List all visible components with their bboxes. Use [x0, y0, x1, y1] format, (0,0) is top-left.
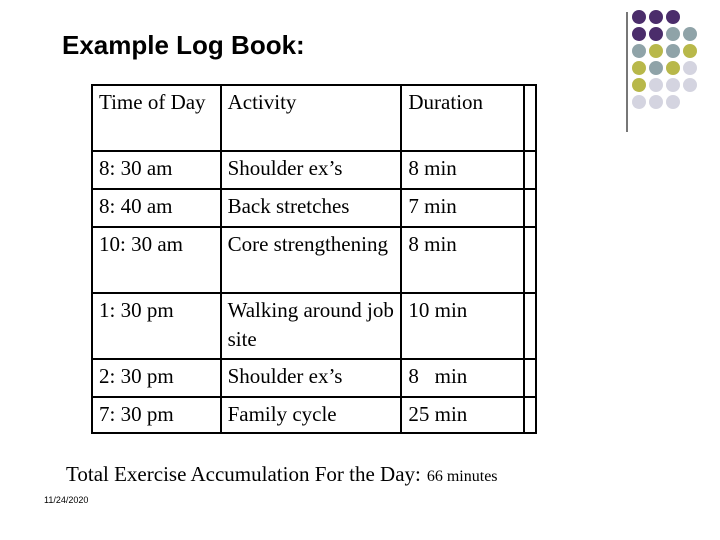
table-row [92, 397, 536, 433]
decor-dot [683, 44, 697, 58]
row-duration: 25 min [401, 397, 524, 433]
decor-dot [683, 61, 697, 75]
table-row [92, 151, 536, 189]
spacer-cell [524, 397, 536, 433]
row-duration: 8 min [401, 227, 524, 293]
spacer-cell [524, 85, 536, 151]
slide-date: 11/24/2020 [44, 495, 89, 505]
decor-dot [632, 95, 646, 109]
decor-dot [632, 78, 646, 92]
header-duration: Duration [401, 85, 524, 151]
row-time: 1: 30 pm [92, 293, 221, 359]
table-row [92, 227, 536, 293]
decor-dot [666, 44, 680, 58]
row-duration: 7 min [401, 189, 524, 227]
decor-dot [649, 27, 663, 41]
decor-dot [649, 44, 663, 58]
exercise-log-table [91, 84, 537, 434]
row-duration: 10 min [401, 293, 524, 359]
header-time: Time of Day [92, 85, 221, 151]
row-time: 2: 30 pm [92, 359, 221, 397]
slide-title: Example Log Book: [62, 30, 305, 60]
decor-dot [666, 78, 680, 92]
decor-dot [649, 61, 663, 75]
decor-dot [632, 61, 646, 75]
spacer-cell [524, 293, 536, 359]
row-duration: 8 min [401, 151, 524, 189]
row-activity: Shoulder ex’s [221, 359, 402, 397]
row-duration: 8 min [401, 359, 524, 397]
row-time: 8: 30 am [92, 151, 221, 189]
decor-dot [649, 78, 663, 92]
table-row [92, 359, 536, 397]
decor-dot [666, 61, 680, 75]
row-activity: Shoulder ex’s [221, 151, 402, 189]
decor-dot [683, 78, 697, 92]
row-time: 7: 30 pm [92, 397, 221, 433]
spacer-cell [524, 151, 536, 189]
spacer-cell [524, 359, 536, 397]
total-label: Total Exercise Accumulation For the Day: [66, 462, 421, 486]
decor-dot [632, 27, 646, 41]
decor-dot [666, 10, 680, 24]
total-value: 66 minutes [426, 468, 498, 485]
decor-dot [632, 10, 646, 24]
spacer-cell [524, 227, 536, 293]
decor-dot [683, 27, 697, 41]
decor-dot [649, 10, 663, 24]
row-activity: Back stretches [221, 189, 402, 227]
spacer-cell [524, 189, 536, 227]
table-row [92, 189, 536, 227]
total-summary [66, 462, 498, 487]
decor-dot [666, 95, 680, 109]
header-activity: Activity [221, 85, 402, 151]
decor-dot [649, 95, 663, 109]
row-activity: Core strengthening [221, 227, 402, 293]
decor-dot [666, 27, 680, 41]
row-activity: Walking around job site [221, 293, 402, 359]
decorative-divider [626, 12, 628, 132]
row-activity: Family cycle [221, 397, 402, 433]
table-header-row [92, 85, 536, 151]
table-row [92, 293, 536, 359]
row-time: 10: 30 am [92, 227, 221, 293]
decor-dot [632, 44, 646, 58]
row-time: 8: 40 am [92, 189, 221, 227]
